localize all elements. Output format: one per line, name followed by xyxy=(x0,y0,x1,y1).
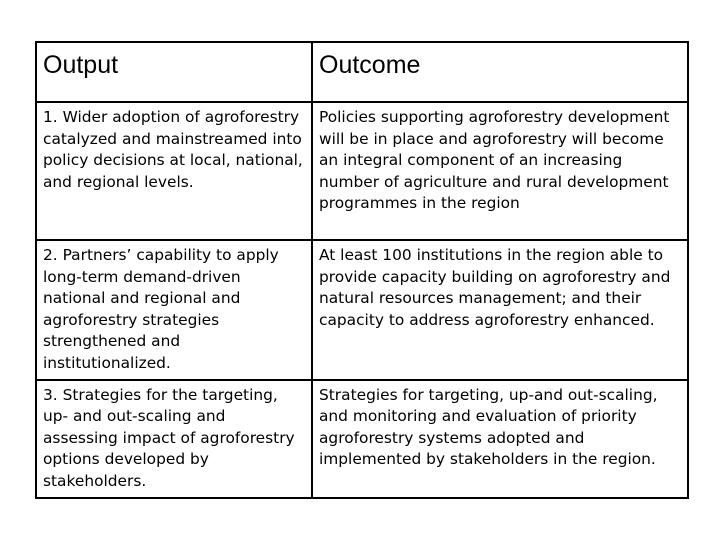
outcome-cell: Policies supporting agroforestry development will be in place and agroforestry will become an integral component of an increasing number of agriculture and rural development programmes in the region xyxy=(312,102,688,240)
output-text: Wider adoption of agroforestry catalyzed and mainstreamed into policy decisions at local, national, and regional levels. xyxy=(43,108,303,191)
table-row xyxy=(36,240,688,380)
row-number: 3. xyxy=(43,385,58,404)
output-text: Strategies for the targeting, up- and out-scaling and assessing impact of agroforestry options developed by stakeholders. xyxy=(43,385,295,490)
output-cell xyxy=(36,380,312,498)
table-row xyxy=(36,380,688,498)
header-outcome: Outcome xyxy=(312,42,688,102)
row-number: 2. xyxy=(43,246,58,264)
output-text: Partners’ capability to apply long-term demand-driven national and regional and agroforestry strategies strengthened and institutionalized. xyxy=(43,246,279,372)
table-header-row xyxy=(36,42,688,102)
header-output: Output xyxy=(36,42,312,102)
table-row xyxy=(36,102,688,240)
outcome-cell: Strategies for targeting, up-and out-scaling, and monitoring and evaluation of priority agroforestry systems adopted and implemented by stakeholders in the region. xyxy=(312,380,688,498)
outcome-cell: At least 100 institutions in the region able to provide capacity building on agroforestry and natural resources management; and their capacity to address agroforestry enhanced. xyxy=(312,240,688,380)
output-cell xyxy=(36,240,312,380)
output-outcome-table xyxy=(35,41,689,499)
row-number: 1. xyxy=(43,108,58,126)
output-cell xyxy=(36,102,312,240)
